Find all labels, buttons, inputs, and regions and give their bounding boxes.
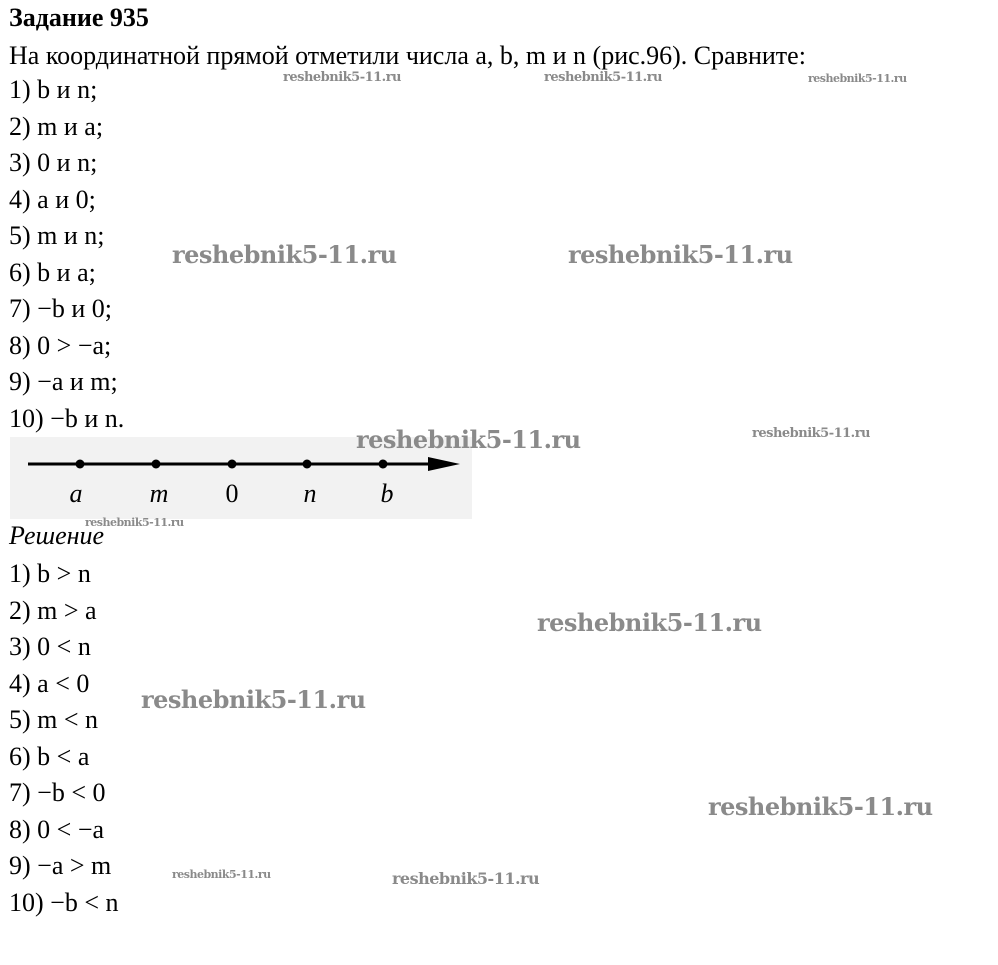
task-item: 10) −b и n. (9, 403, 125, 433)
task-title: Задание 935 (9, 3, 149, 32)
watermark: reshebnik5-11.ru (752, 426, 871, 441)
task-item: 8) 0 > −a; (9, 330, 112, 360)
task-item: 3) 0 и n; (9, 148, 98, 177)
watermark: reshebnik5-11.ru (568, 240, 793, 269)
point-a (76, 460, 85, 469)
answer-item: 4) a < 0 (9, 668, 90, 698)
answer-item: 7) −b < 0 (9, 778, 106, 807)
answer-item: 3) 0 < n (9, 632, 91, 661)
task-item: 1) b и n; (9, 75, 98, 104)
task-list (9, 72, 124, 437)
watermark: reshebnik5-11.ru (85, 516, 184, 529)
task-item: 9) −a и m; (9, 367, 118, 396)
answer-list (9, 556, 118, 921)
label-b: b (380, 479, 394, 508)
answer-item: 2) m > a (9, 595, 97, 625)
point-zero (228, 460, 237, 469)
answer-item: 6) b < a (9, 741, 90, 771)
watermark: reshebnik5-11.ru (544, 70, 663, 85)
label-n: n (303, 479, 317, 508)
watermark: reshebnik5-11.ru (172, 868, 271, 881)
task-intro: На координатной прямой отметили числа a, b, m и n (рис.96). Сравните: (9, 41, 806, 70)
watermark: reshebnik5-11.ru (172, 240, 397, 269)
task-item: 5) m и n; (9, 221, 105, 250)
answer-item: 1) b > n (9, 559, 91, 588)
point-m (152, 460, 161, 469)
watermark: reshebnik5-11.ru (392, 869, 540, 888)
label-zero: 0 (225, 479, 239, 508)
watermark: reshebnik5-11.ru (356, 425, 581, 454)
label-m: m (149, 479, 169, 508)
watermark: reshebnik5-11.ru (537, 608, 762, 637)
watermark: reshebnik5-11.ru (141, 685, 366, 714)
task-item: 6) b и a; (9, 257, 96, 287)
point-n (303, 460, 312, 469)
task-item: 4) a и 0; (9, 184, 96, 214)
answer-item: 5) m < n (9, 705, 99, 734)
label-a: a (69, 479, 83, 508)
watermark: reshebnik5-11.ru (283, 70, 402, 85)
answer-item: 8) 0 < −a (9, 814, 105, 844)
point-b (379, 460, 388, 469)
watermark: reshebnik5-11.ru (708, 792, 933, 821)
answer-item: 10) −b < n (9, 887, 119, 917)
solution-heading: Решение (9, 521, 105, 550)
task-item: 2) m и a; (9, 111, 104, 141)
answer-item: 9) −a > m (9, 851, 112, 880)
watermark: reshebnik5-11.ru (808, 72, 907, 85)
task-item: 7) −b и 0; (9, 294, 112, 323)
